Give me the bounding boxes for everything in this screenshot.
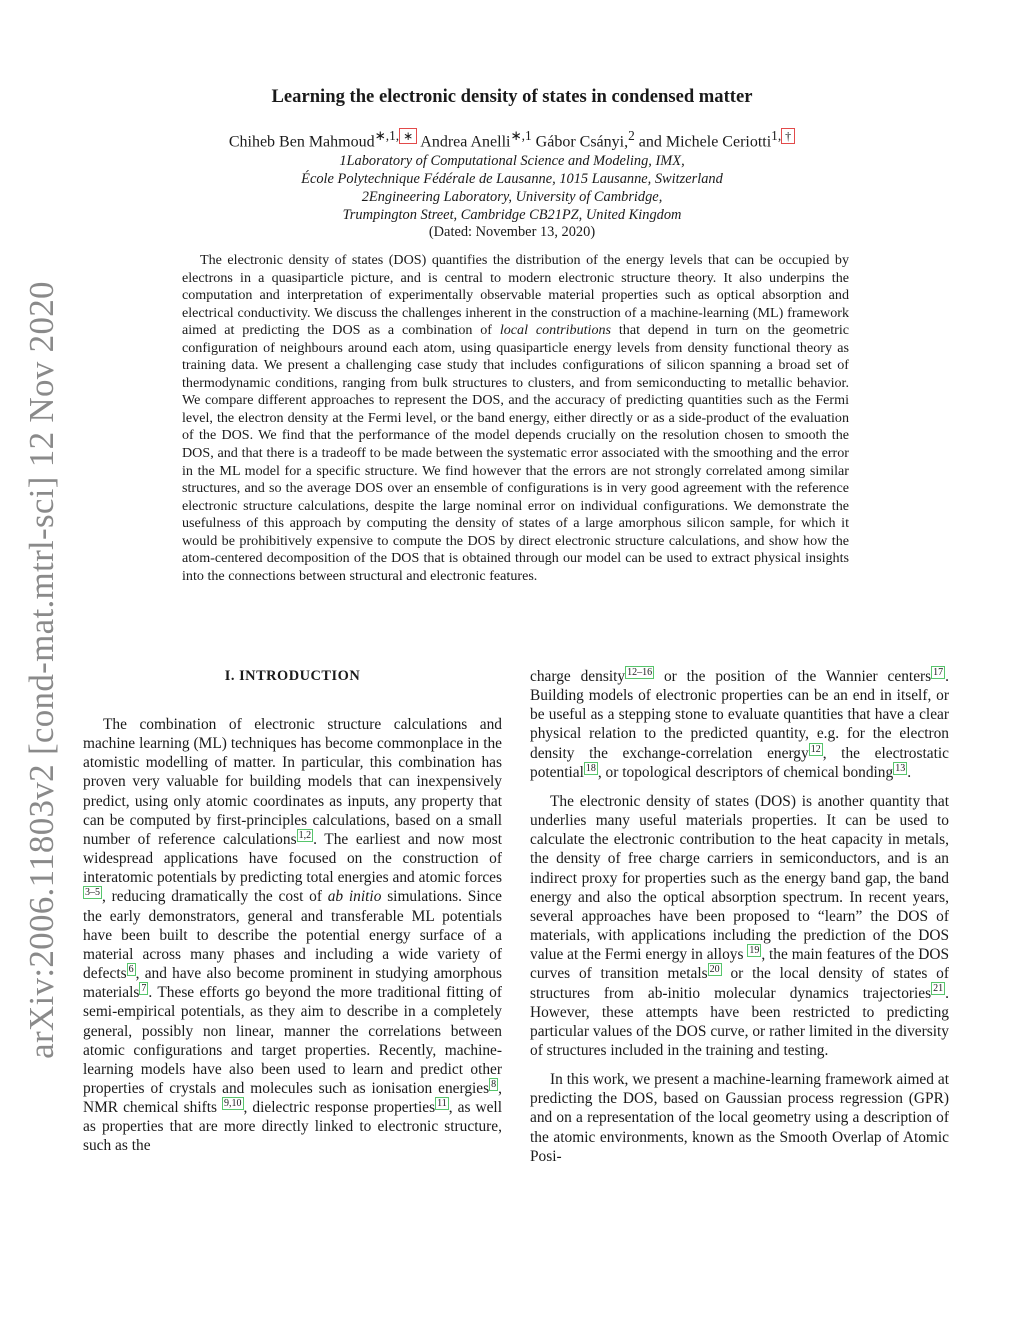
citation-link[interactable]: 8 xyxy=(491,1078,497,1090)
date-line: (Dated: November 13, 2020) xyxy=(428,224,596,240)
affiliation-line-2: École Polytechnique Fédérale de Lausanne, 1015 Lausanne, Switzerland xyxy=(301,171,723,187)
citation-link[interactable]: 6 xyxy=(128,963,134,975)
affiliation-line-1: 1Laboratory of Computational Science and Modeling, IMX, xyxy=(339,153,685,169)
affiliation-line-4: Trumpington Street, Cambridge CB21PZ, United Kingdom xyxy=(342,207,682,223)
citation-link[interactable]: 20 xyxy=(709,964,720,976)
citation-link[interactable]: 13 xyxy=(895,762,906,774)
arxiv-side-stamp xyxy=(14,281,70,1059)
abstract: The electronic density of states (DOS) quantifies the distribution of the energy levels that can be occupied by electrons in a quasiparticle picture, and is central to modern electronic structure theory. It also underpins the computation and interpretation of experimentally observable material properties such as optical absorption and electrical conductivity. We discuss the challenges inherent in the construction of a machine-learning (ML) framework aimed at predicting the DOS as a combination of local contributions that depend in turn on the geometric configuration of neighbours around each atom, using quasiparticle energy levels from density functional theory as training data. We present a challenging case study that includes configurations of silicon spanning a broad set of thermodynamic conditions, ranging from bulk structures to clusters, and from semiconducting to metallic behavior. We compare different approaches to represent the DOS, and the accuracy of predicting quantities such as the Fermi level, the electron density at the Fermi level, or the band energy, either directly or as a side-product of the evaluation of the DOS. We find that the performance of the model depends crucially on the resolution chosen to smooth the DOS, and that there is a tradeoff to be made between the systematic error associated with the smoothing and the error in the ML model for a specific structure. We find however that the errors are not strongly correlated among similar structures, and so the average DOS over an ensemble of configurations is in very good agreement with the reference electronic structure calculations, despite the large nominal error on individual configurations. We demonstrate the usefulness of this approach by computing the density of states of a large amorphous silicon sample, for which it would be prohibitively expensive to compute the DOS by direct electronic structure calculations, and show how the atom-centered decomposition of the DOS that is obtained through our model can be used to extract physical insights into the connections between structural and electronic features. xyxy=(182,252,850,584)
citation-link[interactable]: 7 xyxy=(141,983,147,995)
intro-paragraph-1: The combination of electronic structure calculations and machine learning (ML) techniques has become commonplace in the atomistic modelling of matter. In particular, this combination has proven very valuable for building models that can inexpensively predict, using only atomic coordinates as inputs, any property that can be computed by first-principles calculations, based on a small number of reference calculations $^{1,2}$ . The earliest and now most widespread applications have focused on the construction of interatomic potentials by predicting total energies and atomic forces $^{3-5}$ , reducing dramatically the cost of ab initio simulations. Since the early demonstrators, general and transferable ML potentials have been built to describe the potential energy surface of a material across many phases and including a wide variety of defects $^6$ , and have also become prominent in studying amorphous materials $^7$ . These efforts go beyond the more traditional fitting of semi-empirical potentials, as they aim to describe in a completely general, possibly non linear, manner the correlations between atomic configurations and target properties. Recently, machine-learning models have also been used to learn and predict other properties of crystals and molecules such as ionisation energies $^8$ , NMR chemical shifts $^{9,10}$ , dielectric response properties $^{11}$ , as well as properties that are more directly linked to electronic structure, such as the xyxy=(83,716,502,1155)
intro-paragraph-1-continued: charge density $^{12-16}$ or the position of the Wannier centers $^{17}$ . Building models of electronic properties can be an end in itself, or be useful as a stepping stone to evaluate quantities that have a clear physical relation to the predicted quantity, e.g. for the electron density the exchange-correlation energy $^{12}$ , the electrostatic potential $^{18}$ , or topological descriptors of chemical bonding $^{13}$ . xyxy=(530,666,949,781)
author-1: Chiheb Ben Mahmoud xyxy=(228,133,375,151)
affiliation-line-3: 2Engineering Laboratory, University of Cambridge, xyxy=(361,189,663,205)
left-column xyxy=(83,715,502,1166)
arxiv-identifier: arXiv:2006.11803v2 [cond-mat.mtrl-sci] 12 Nov 2020 xyxy=(22,281,61,1059)
right-column xyxy=(530,667,949,1176)
footnote-link-1[interactable]: ∗ xyxy=(399,128,417,144)
citation-link[interactable]: 9,10 xyxy=(224,1098,242,1109)
paper-title: Learning the electronic density of states in condensed matter xyxy=(271,86,753,107)
citation-link[interactable]: 18 xyxy=(585,762,596,774)
citation-link[interactable]: 3–5 xyxy=(85,887,100,899)
author-4: and Michele Ceriotti xyxy=(638,133,772,151)
author-list: Chiheb Ben Mahmoud$^{∗,1,}$ ∗ Andrea Anelli$^{∗,1}$ Gábor Csányi,$^2$ and Michele Ceriotti$^{1,}$ † xyxy=(0,128,1024,151)
citation-link[interactable]: 12–16 xyxy=(627,666,653,678)
intro-paragraph-2: The electronic density of states (DOS) is another quantity that underlies many useful materials properties. It can be used to calculate the electronic contribution to the heat capacity in metals, the density of free charge carriers in semiconductors, and is an indirect proxy for properties such as the energy band gap, the band energy and also the optical absorption spectrum. In recent years, several approaches have been proposed to “learn” the DOS of materials, with applications including the prediction of the DOS value at the Fermi energy in alloys $^{19}$ , the main features of the DOS curves of transition metals $^{20}$ or the local density of states of structures from ab-initio molecular dynamics trajectories $^{21}$ . However, these attempts have been restricted to predicting particular values of the DOS curve, or rather limited in the diversity of structures included in the training and testing. xyxy=(530,792,950,1059)
citation-link[interactable]: 1,2 xyxy=(298,829,312,841)
citation-link[interactable]: 21 xyxy=(933,983,944,995)
section-heading-introduction: I. INTRODUCTION xyxy=(224,668,361,684)
author-3: Gábor Csányi, xyxy=(535,133,629,151)
citation-link[interactable]: 12 xyxy=(810,743,821,755)
intro-paragraph-3: In this work, we present a machine-learning framework aimed at predicting the DOS, based on Gaussian process regression (GPR) and on a representation of the local geometry using a description of the atomic environments, known as the Smooth Overlap of Atomic Posi- xyxy=(530,1071,949,1165)
footnote-link-2[interactable]: † xyxy=(781,128,795,144)
author-2: Andrea Anelli xyxy=(420,133,511,151)
citation-link[interactable]: 19 xyxy=(749,945,760,957)
citation-link[interactable]: 11 xyxy=(437,1098,447,1109)
citation-link[interactable]: 17 xyxy=(933,666,944,678)
